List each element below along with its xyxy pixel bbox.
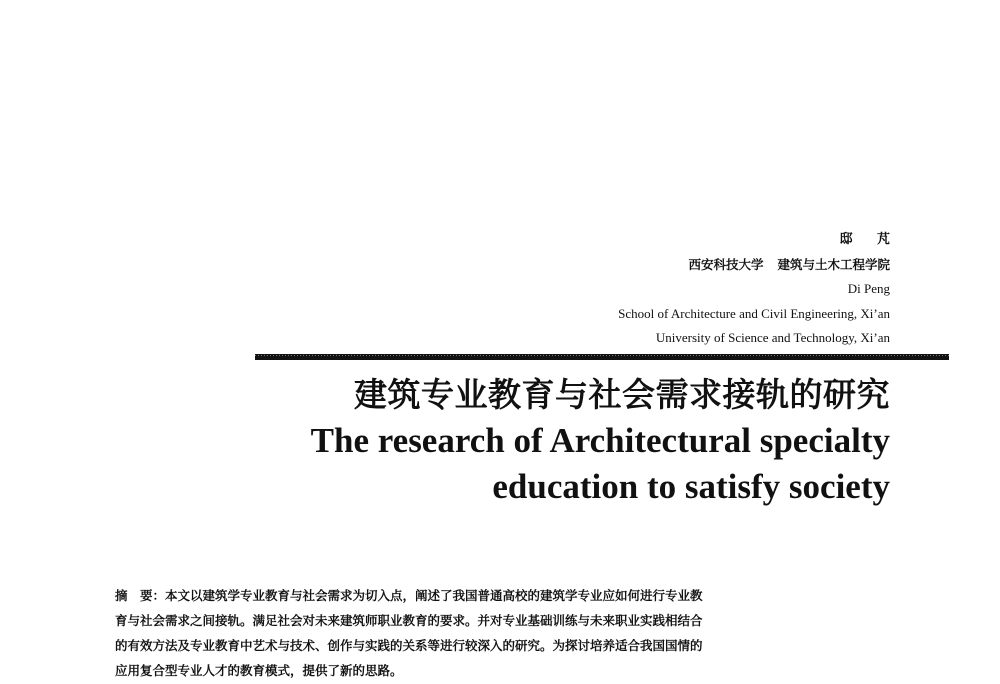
author-name-cn: 邸 芃 [839,232,900,247]
paper-title-en-line1: The research of Architectural specialty [310,421,890,460]
paper-title-cn: 建筑专业教育与社会需求接轨的研究 [354,375,890,414]
author-block [618,228,900,351]
author-affiliation-en-line2: University of Science and Technology, Xi’an [655,330,890,345]
title-block [311,372,890,510]
abstract-line-4: 应用复合型专业人才的教育模式，提供了新的思路。 [115,663,403,678]
title-divider-rule [255,354,949,360]
abstract-text-1: 本文以建筑学专业教育与社会需求为切入点，阐述了我国普通高校的建筑学专业应如何进行专业教 [165,588,703,603]
abstract-line-3: 的有效方法及专业教育中艺术与技术、创作与实践的关系等进行较深入的研究。为探讨培养适合我国国情的 [115,638,703,653]
paper-title-en-line2: education to satisfy society [492,467,890,506]
author-affiliation-en-line1: School of Architecture and Civil Engineering, Xi’an [618,305,890,321]
author-name-en: Di Peng [847,281,890,296]
abstract-line-2: 育与社会需求之间接轨。满足社会对未来建筑师职业教育的要求。并对专业基础训练与未来职业实践相结合 [115,613,703,628]
abstract-label: 摘 要： [115,588,166,603]
affiliation-school-cn: 建筑与土木工程学院 [777,256,890,272]
author-affiliation-cn [618,253,890,278]
abstract [115,583,895,683]
abstract-line-1 [115,583,895,608]
affiliation-university-cn: 西安科技大学 [688,256,764,272]
